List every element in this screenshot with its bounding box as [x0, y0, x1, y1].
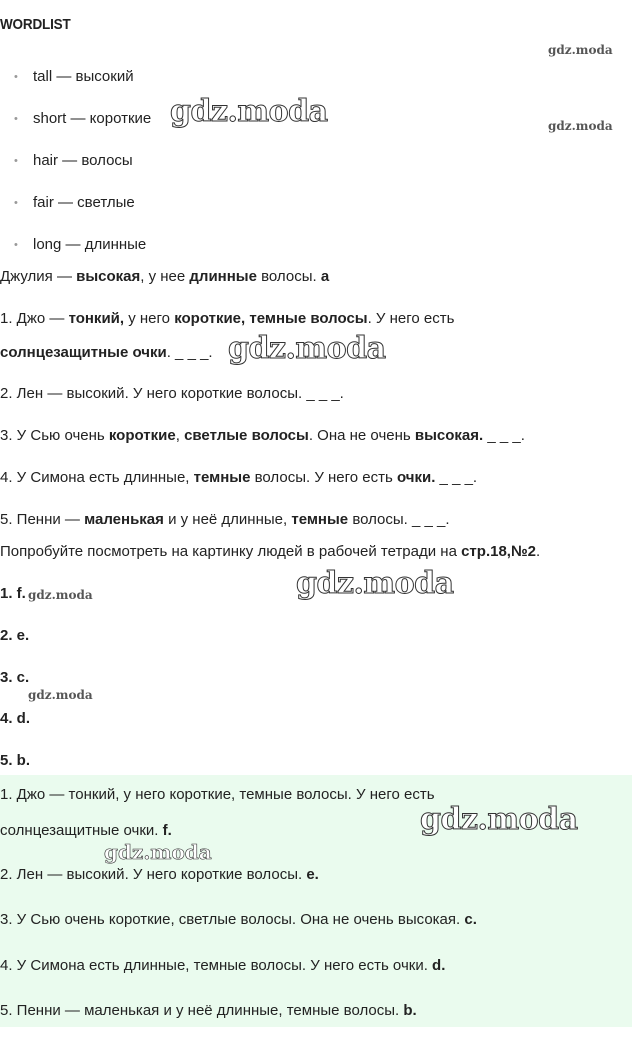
workbook-hint: Попробуйте посмотреть на картинку людей в рабочей тетради на стр.18,№2.: [0, 543, 541, 560]
final-sentence-1-line-2: солнцезащитные очки. f.: [0, 822, 172, 839]
answer-2: 2. e.: [0, 627, 30, 644]
sentence-5: 5. Пенни — маленькая и у неё длинные, темные волосы. _ _ _.: [0, 511, 450, 528]
sentence-1-line-2: солнцезащитные очки. _ _ _.: [0, 344, 213, 361]
sentence-1-line-1: 1. Джо — тонкий, у него короткие, темные волосы. У него есть: [0, 310, 455, 327]
wordlist-item: • long — длинные: [14, 236, 146, 253]
final-sentence-3: 3. У Сью очень короткие, светлые волосы. Она не очень высокая. c.: [0, 911, 477, 928]
final-sentence-1-line-1: 1. Джо — тонкий, у него короткие, темные волосы. У него есть: [0, 786, 435, 803]
answer-3: 3. c.: [0, 669, 30, 686]
watermark: gdz.moda: [548, 43, 613, 57]
watermark: gdz.moda: [28, 588, 93, 602]
wordlist-item: • hair — волосы: [14, 152, 133, 169]
watermark: gdz.moda: [170, 94, 328, 129]
watermark: gdz.moda: [104, 840, 212, 864]
final-sentence-2: 2. Лен — высокий. У него короткие волосы. e.: [0, 866, 319, 883]
final-sentence-4: 4. У Симона есть длинные, темные волосы. У него есть очки. d.: [0, 957, 446, 974]
answer-4: 4. d.: [0, 710, 31, 727]
wordlist-item: • fair — светлые: [14, 194, 135, 211]
sentence-3: 3. У Сью очень короткие, светлые волосы. Она не очень высокая. _ _ _.: [0, 427, 525, 444]
watermark: gdz.moda: [28, 688, 93, 702]
answer-1: 1. f.: [0, 585, 26, 602]
example-sentence: Джулия — высокая, у нее длинные волосы. a: [0, 268, 330, 285]
sentence-2: 2. Лен — высокий. У него короткие волосы. _ _ _.: [0, 385, 344, 402]
wordlist-heading: WORDLIST: [0, 16, 71, 33]
watermark: gdz.moda: [420, 802, 578, 837]
watermark: gdz.moda: [296, 566, 454, 601]
wordlist-item: • short — короткие: [14, 110, 151, 127]
answer-5: 5. b.: [0, 752, 31, 769]
watermark: gdz.moda: [228, 331, 386, 366]
final-sentence-5: 5. Пенни — маленькая и у неё длинные, темные волосы. b.: [0, 1002, 417, 1019]
sentence-4: 4. У Симона есть длинные, темные волосы. У него есть очки. _ _ _.: [0, 469, 478, 486]
wordlist-item: • tall — высокий: [14, 68, 134, 85]
watermark: gdz.moda: [548, 119, 613, 133]
